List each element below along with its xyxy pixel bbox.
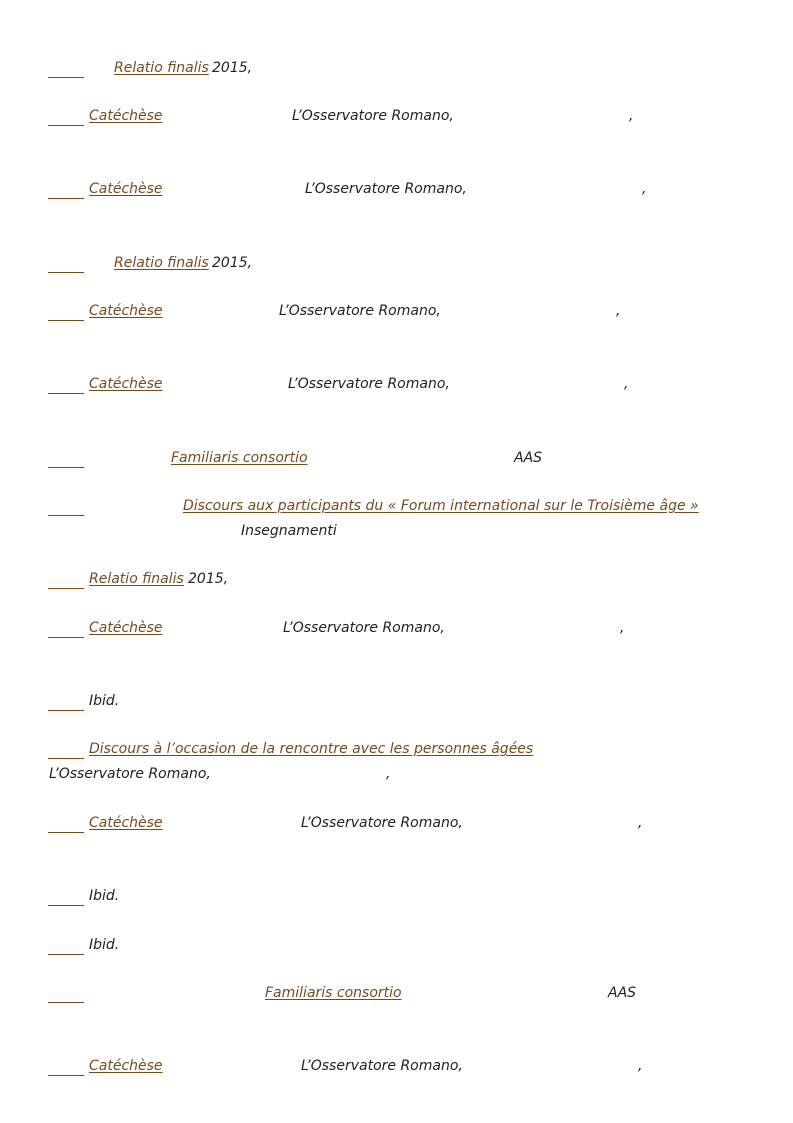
footnote-year: 2015, bbox=[188, 571, 229, 587]
footnote bbox=[0, 691, 793, 711]
ibid-text: Ibid. bbox=[89, 937, 120, 953]
footnote bbox=[0, 983, 793, 1003]
footnote-link[interactable]: Relatio finalis bbox=[114, 255, 209, 271]
footnote bbox=[0, 569, 793, 589]
ibid-text: Ibid. bbox=[89, 888, 120, 904]
footnote-comma: , bbox=[386, 766, 391, 782]
footnote bbox=[0, 813, 793, 833]
footnote bbox=[0, 739, 793, 759]
footnote bbox=[0, 618, 793, 638]
footnote-marker bbox=[48, 739, 84, 759]
footnote-comma: , bbox=[620, 620, 625, 636]
footnote-continuation bbox=[0, 521, 793, 541]
footnote-marker bbox=[48, 983, 84, 1003]
footnote-comma: , bbox=[616, 303, 621, 319]
footnote-year: 2015, bbox=[212, 255, 253, 271]
footnote bbox=[0, 301, 793, 321]
footnote-marker bbox=[48, 886, 84, 906]
journal-title: Insegnamenti bbox=[241, 523, 337, 539]
footnote-comma: , bbox=[638, 1058, 643, 1074]
footnote-link[interactable]: Catéchèse bbox=[89, 1058, 163, 1074]
footnote-link[interactable]: Catéchèse bbox=[89, 620, 163, 636]
journal-abbreviation: AAS bbox=[608, 985, 637, 1001]
footnote-marker bbox=[48, 448, 84, 468]
footnote-marker bbox=[48, 691, 84, 711]
footnote-comma: , bbox=[624, 376, 629, 392]
footnote-link[interactable]: Catéchèse bbox=[89, 303, 163, 319]
footnote-link[interactable]: Familiaris consortio bbox=[171, 450, 308, 466]
journal-title: L’Osservatore Romano, bbox=[283, 620, 445, 636]
footnote bbox=[0, 58, 793, 78]
footnote-link[interactable]: Discours à l’occasion de la rencontre avec les personnes âgées bbox=[89, 741, 534, 757]
footnote-link[interactable]: Catéchèse bbox=[89, 376, 163, 392]
footnote bbox=[0, 886, 793, 906]
footnote-continuation bbox=[0, 764, 793, 784]
footnote-link[interactable]: Catéchèse bbox=[89, 108, 163, 124]
journal-title: L’Osservatore Romano, bbox=[292, 108, 454, 124]
footnote bbox=[0, 374, 793, 394]
footnote-marker bbox=[48, 813, 84, 833]
footnote-comma: , bbox=[642, 181, 647, 197]
journal-abbreviation: AAS bbox=[514, 450, 543, 466]
journal-title: L’Osservatore Romano, bbox=[279, 303, 441, 319]
journal-title: L’Osservatore Romano, bbox=[305, 181, 467, 197]
footnote-year: 2015, bbox=[212, 60, 253, 76]
footnote-comma: , bbox=[629, 108, 634, 124]
footnote bbox=[0, 179, 793, 199]
footnote-link[interactable]: Relatio finalis bbox=[89, 571, 184, 587]
footnote bbox=[0, 935, 793, 955]
footnote bbox=[0, 253, 793, 273]
footnote-marker bbox=[48, 496, 84, 516]
footnote-marker bbox=[48, 301, 84, 321]
ibid-text: Ibid. bbox=[89, 693, 120, 709]
footnote-marker bbox=[48, 935, 84, 955]
footnote-marker bbox=[48, 58, 84, 78]
footnote-marker bbox=[48, 1056, 84, 1076]
footnote bbox=[0, 448, 793, 468]
journal-title: L’Osservatore Romano, bbox=[301, 815, 463, 831]
footnote-marker bbox=[48, 179, 84, 199]
footnote-marker bbox=[48, 374, 84, 394]
footnote-link[interactable]: Catéchèse bbox=[89, 181, 163, 197]
footnote-link[interactable]: Relatio finalis bbox=[114, 60, 209, 76]
footnote bbox=[0, 106, 793, 126]
journal-title: L’Osservatore Romano, bbox=[288, 376, 450, 392]
footnote-marker bbox=[48, 253, 84, 273]
footnote-marker bbox=[48, 569, 84, 589]
footnote-link[interactable]: Familiaris consortio bbox=[265, 985, 402, 1001]
footnote-marker bbox=[48, 618, 84, 638]
footnote bbox=[0, 1056, 793, 1076]
footnote bbox=[0, 496, 793, 516]
footnote-link[interactable]: Discours aux participants du « Forum international sur le Troisième âge » bbox=[183, 498, 699, 514]
footnote-comma: , bbox=[638, 815, 643, 831]
footnote-link[interactable]: Catéchèse bbox=[89, 815, 163, 831]
journal-title: L’Osservatore Romano, bbox=[49, 766, 211, 782]
footnote-marker bbox=[48, 106, 84, 126]
journal-title: L’Osservatore Romano, bbox=[301, 1058, 463, 1074]
